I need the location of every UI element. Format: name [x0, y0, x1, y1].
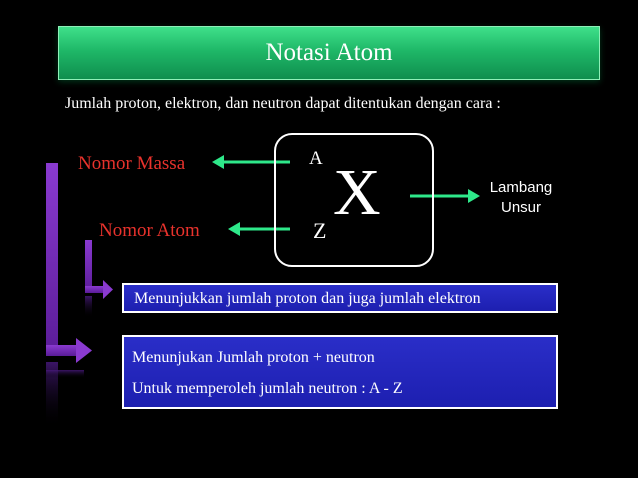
atom-number-description: Menunjukkan jumlah proton dan juga jumlah elektron: [134, 290, 481, 307]
slide-title: Notasi Atom: [265, 39, 393, 66]
mass-number-a: A: [309, 148, 323, 169]
element-symbol-x: X: [333, 156, 381, 229]
label-nomor-atom: Nomor Atom: [99, 220, 200, 241]
mass-number-description-line2: Untuk memperoleh jumlah neutron : A - Z: [132, 380, 403, 397]
intro-text: Jumlah proton, elektron, dan neutron dapat ditentukan dengan cara :: [65, 95, 501, 112]
bracket-nomor-massa: [46, 163, 92, 428]
label-lambang-line1: Lambang: [489, 179, 553, 196]
mass-number-description-box: [122, 335, 558, 409]
bracket-nomor-atom: [85, 240, 113, 318]
mass-number-description-line1: Menunjukan Jumlah proton + neutron: [132, 349, 375, 366]
label-lambang-line2: Unsur: [500, 199, 541, 216]
label-nomor-massa: Nomor Massa: [78, 153, 186, 174]
label-lambang-unsur: [480, 178, 562, 218]
atom-number-description-box: [122, 283, 558, 313]
atomic-number-z: Z: [313, 218, 327, 243]
